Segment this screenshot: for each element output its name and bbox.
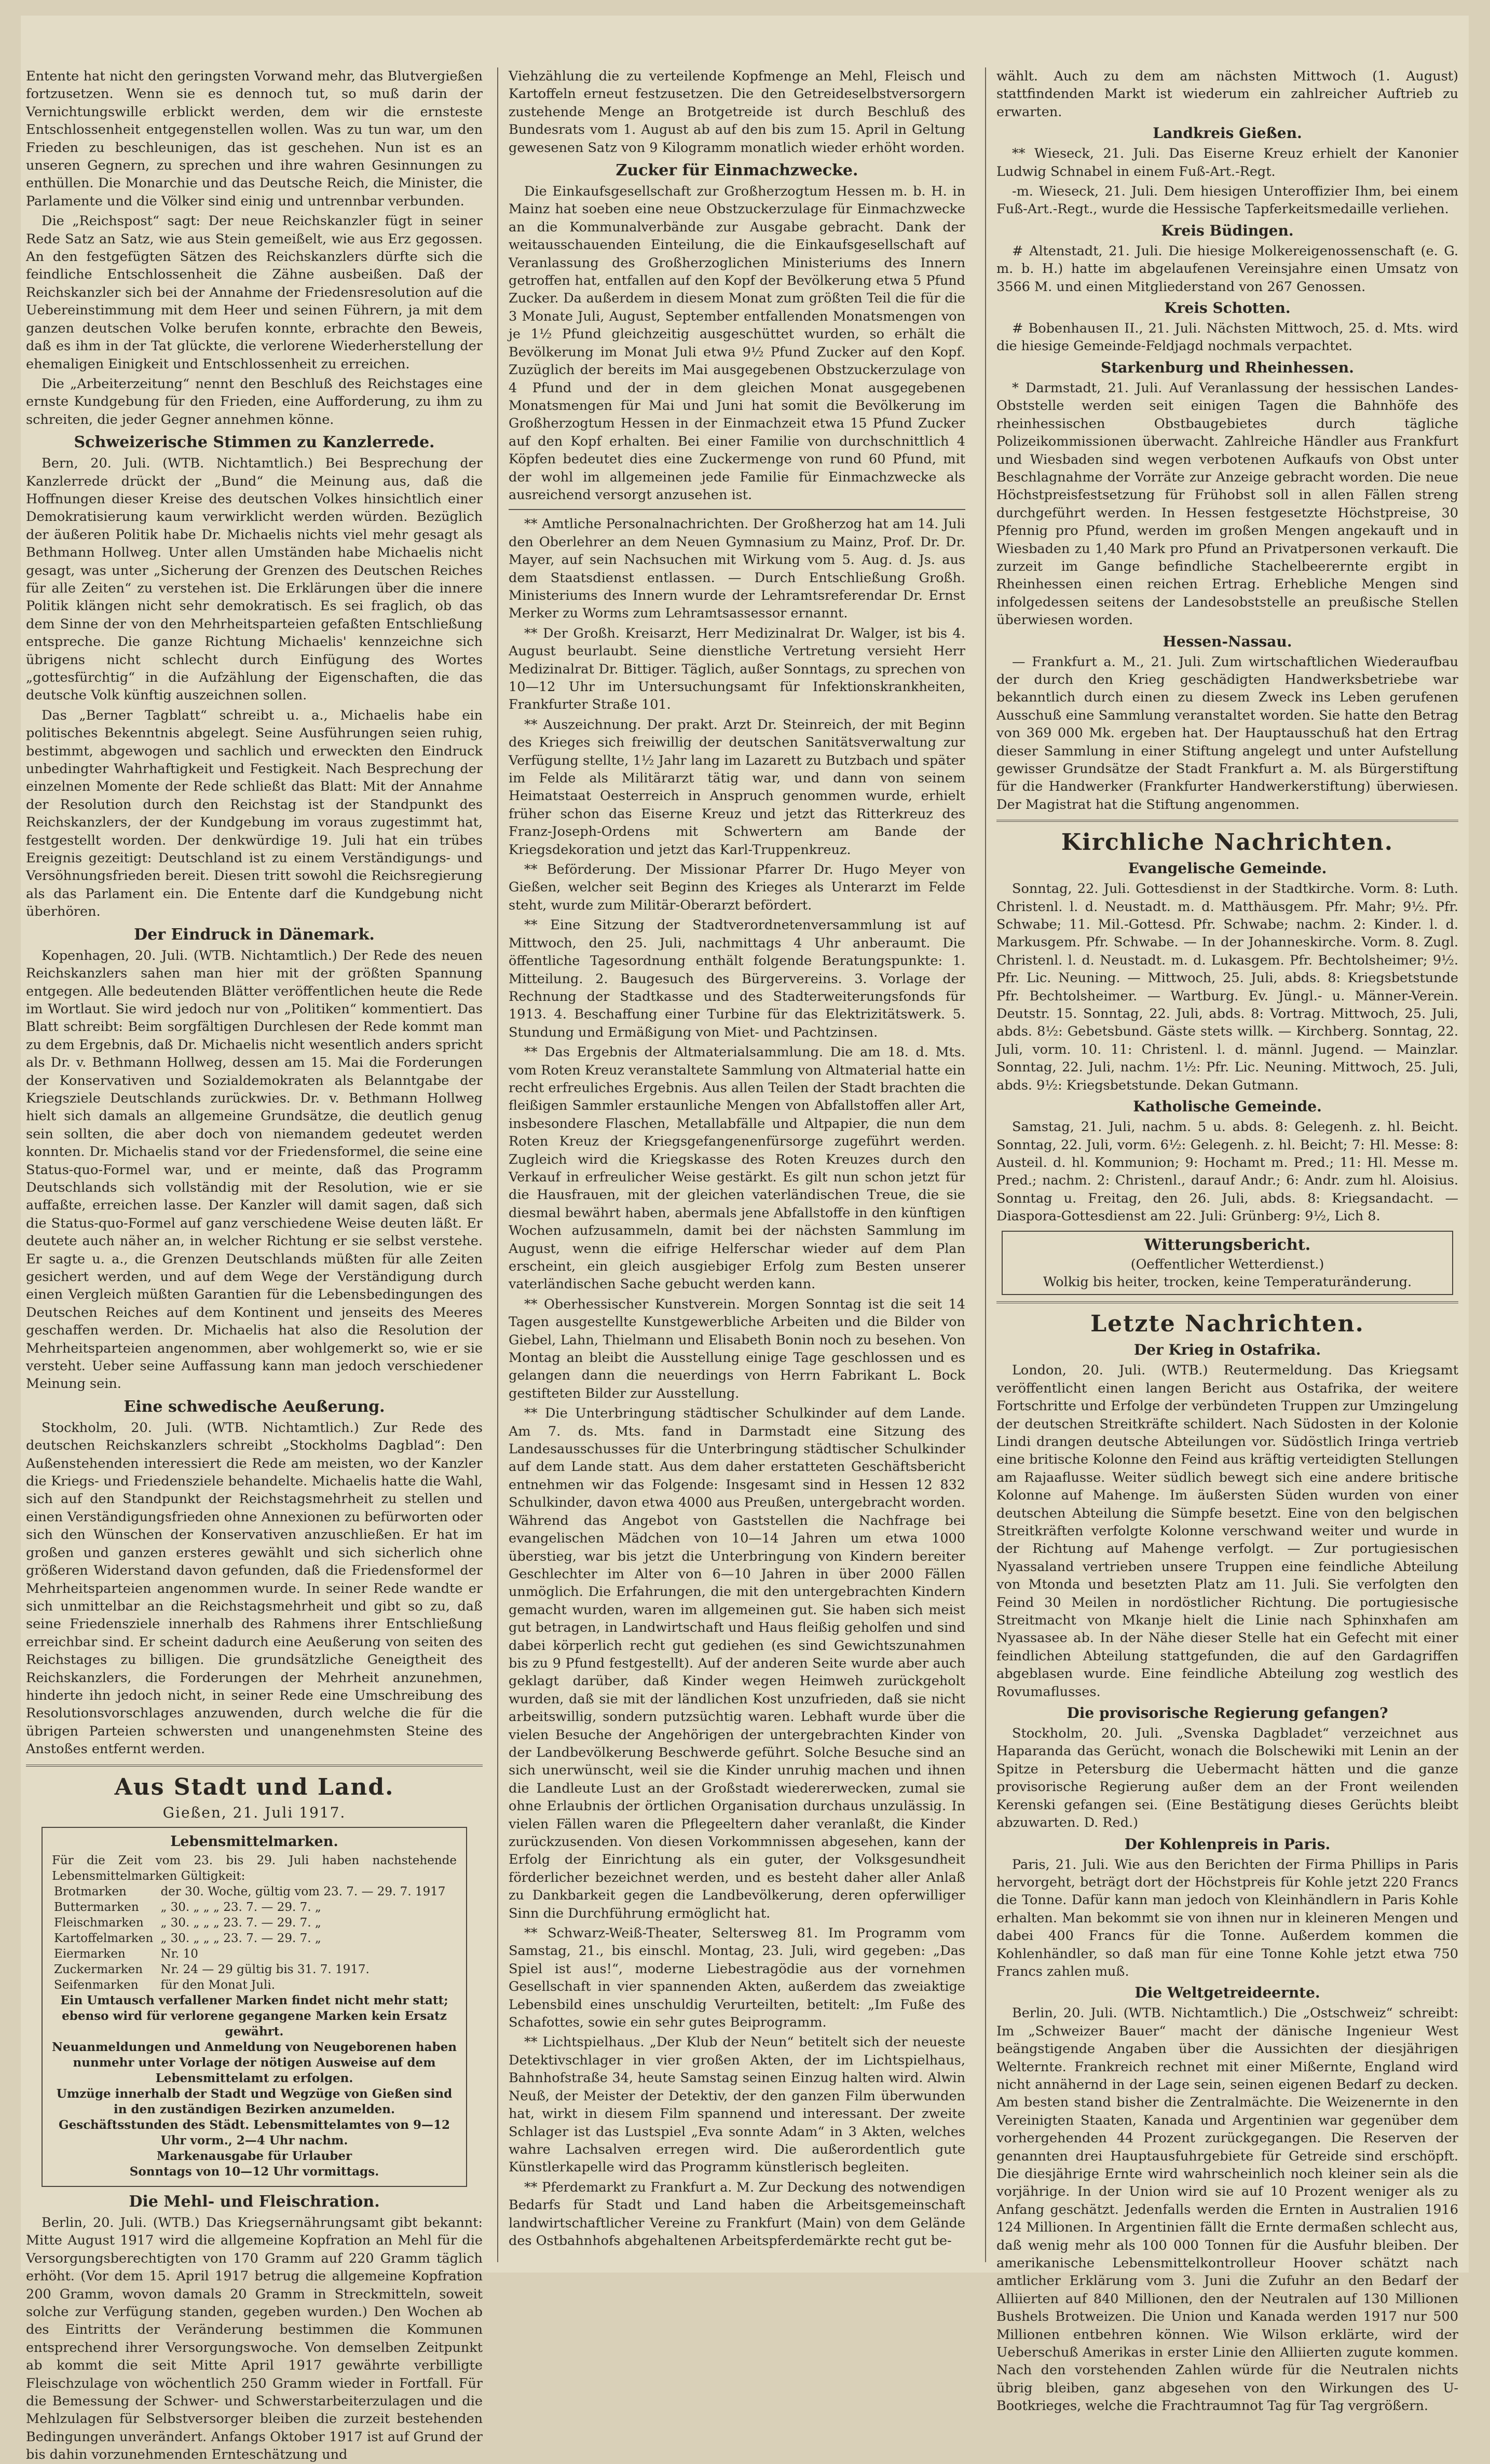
section-heading: Kreis Büdingen. — [1161, 222, 1294, 239]
ration-type: Zuckermarken — [54, 1962, 143, 1976]
section-title: Kirchliche Nachrichten. — [1061, 829, 1394, 856]
section-heading: Eine schwedische Aeußerung. — [124, 1397, 385, 1416]
ration-type: Brotmarken — [54, 1884, 127, 1898]
article-paragraph: Die Einkaufsgesellschaft zur Großherzogtum Hessen m. b. H. in Mainz hat soeben eine neue Obstzuckerzulage für Einmachzwecke an die Kommunalverbände zur Ausgabe gebracht. Dank der weitausschauenden Einteilung, die die Einkaufsgesellschaft auf Veranlassung des Großherzoglichen Ministeriums des Innern getroffen hat, entfallen auf den Kopf der Bevölkerung etwa 5 Pfund Zucker. Da außerdem in diesem Monat zum größten Teil die für die 3 Monate Juli, August, September entfallenden Monatsmengen von je 1½ Pfund gleichzeitig ausgeschüttet wurden, so erhält die Bevölkerung im Monat Juli etwa 9½ Pfund Zucker auf den Kopf. Zuzüglich der bereits im Mai ausgegebenen Obstzuckerzulage von 4 Pfund und der in dem gleichen Monat ausgegebenen Monatsmengen für Mai und Juni hat somit die Bevölkerung im Großherzogtum Hessen in der Einmachzeit etwa 15 Pfund Zucker auf den Kopf erhalten. Bei einer Familie von durchschnittlich 4 Köpfen bedeutet dies eine Zuckermenge von rund 60 Pfund, mit der wohl im allgemeinen jede Familie für Einmachzwecke als ausreichend versorgt anzusehen ist. — [509, 184, 965, 503]
article-paragraph: -m. Wieseck, 21. Juli. Dem hiesigen Unteroffizier Ihm, bei einem Fuß-Art.-Regt., wurde die Hessische Tapferkeitsmedaille verliehen. — [996, 184, 1458, 217]
ration-type: Seifenmarken — [54, 1978, 139, 1992]
section-heading: Die provisorische Regierung gefangen? — [1067, 1704, 1388, 1722]
section-title: Letzte Nachrichten. — [1090, 1311, 1364, 1338]
article-paragraph: Viehzählung die zu verteilende Kopfmenge an Mehl, Fleisch und Kartoffeln erneut festzusetzen. Die den Getreideselbstversorgern zustehende Menge an Brotgetreide ist durch Beschluß des Bundesrats vom 1. August ab auf den bis zum 15. April in Geltung gewesenen Satz von 9 Kilogramm monatlich wieder erhöht worden. — [509, 68, 965, 156]
local-note: ** Auszeichnung. Der prakt. Arzt Dr. Steinreich, der mit Beginn des Krieges sich freiwillig der deutschen Sanitätsverwaltung zur Verfügung stellte, 1½ Jahr lang im Lazarett zu Butzbach und später im Felde als Militärarzt tätig war, und dann von seinem Heimatstaat Oesterreich in Anspruch genommen wurde, erhielt früher schon das Eiserne Kreuz und jetzt das Ritterkreuz des Franz-Joseph-Ordens mit Schwertern am Bande der Kriegsdekoration und jetzt das Karl-Truppenkreuz. — [509, 717, 965, 858]
column-rule — [497, 67, 498, 2262]
article-paragraph: Die „Arbeiterzeitung“ nennt den Beschluß des Reichstages eine ernste Kundgebung für den Frieden, eine Aufforderung, zu ihm zu schreiten, die jeder Gegner annehmen könne. — [26, 376, 483, 428]
box-intro: Für die Zeit vom 23. bis 29. Juli haben nachstehende Lebensmittelmarken Gültigkeit: — [52, 1853, 457, 1883]
table-row — [52, 1946, 457, 1962]
article-paragraph: Stockholm, 20. Juli. „Svenska Dagbladet“ verzeichnet aus Haparanda das Gerücht, wonach die Bolschewiki mit Lenin an der Spitze in Petersburg die Uebermacht hätten und die ganze provisorische Regierung außer dem an der Front weilenden Kerenski gefangen sei. (Eine Bestätigung dieses Gerüchts bleibt abzuwarten. D. Red.) — [996, 1726, 1458, 1831]
ration-validity: Nr. 24 — 29 gültig bis 31. 7. 1917. — [160, 1962, 370, 1976]
article-paragraph: Paris, 21. Juli. Wie aus den Berichten der Firma Phillips in Paris hervorgeht, beträgt dort der Höchstpreis für Kohle jetzt 220 Francs die Tonne. Dafür kann man jedoch von Kleinhändlern in Paris Kohle erhalten. Man bekommt sie von ihnen nur in kleineren Mengen und dabei 400 Francs für die Tonne. Außerdem kommen die Kohlenhändler, so daß man für eine Tonne Kohle jetzt etwa 750 Francs zahlen muß. — [996, 1856, 1458, 1979]
box-note: Markenausgabe für Urlauber — [156, 2149, 352, 2163]
article-paragraph: Entente hat nicht den geringsten Vorwand mehr, das Blutvergießen fortzusetzen. Wenn sie es dennoch tut, so muß darin der Vernichtungswille erblickt werden, dem wir die ernsteste Entschlossenheit entgegenstellen wollen. Was zu tun war, um den Frieden zu beschleunigen, das ist geschehen. Nun ist es an unseren Gegnern, zu sprechen und ihre wahren Gesinnungen zu enthüllen. Die Monarchie und das Deutsche Reich, die Minister, die Parlamente und die Völker sind einig und untrennbar verbunden. — [26, 68, 483, 209]
ration-validity: „ 30. „ „ „ 23. 7. — 29. 7. „ — [160, 1931, 321, 1945]
article-paragraph: ** Wieseck, 21. Juli. Das Eiserne Kreuz erhielt der Kanonier Ludwig Schnabel in einem Fuß-Art.-Regt. — [996, 146, 1458, 180]
local-note: ** Lichtspielhaus. „Der Klub der Neun“ betitelt sich der neueste Detektivschlager in vier großen Akten, der im Lichtspielhaus, Bahnhofstraße 34, heute Samstag seinen Einzug halten wird. Alwin Neuß, der Meister der Detektiv, der den ganzen Film überwunden hat, wirkt in diesem Film spannend und interessant. Der zweite Schlager ist das Lustspiel „Eva sonnte Adam“ in 3 Akten, welches wahre Lachsalven erregen wird. Die außerordentlich gute Künstlerkapelle wird das Programm künstlerisch begleiten. — [509, 2034, 965, 2176]
table-row — [52, 1962, 457, 1977]
local-note: ** Das Ergebnis der Altmaterialsammlung. Die am 18. d. Mts. vom Roten Kreuz veranstaltete Sammlung von Altmaterial hatte ein recht erfreuliches Ergebnis. Aus allen Teilen der Stadt brachten die fleißigen Sammler erstaunliche Mengen von Abfallstoffen aller Art, insbesondere Flaschen, Metallabfälle und Altpapier, die nun dem Roten Kreuz der Kriegsgefangenenfürsorge zugeführt werden. Zugleich wird die Kriegskasse des Roten Kreuzes durch den Verkauf in erfreulicher Weise gestärkt. Es gilt nun schon jetzt für die Hausfrauen, mit der gleichen vaterländischen Treue, die sie diesmal bewährt haben, abermals jene Abfallstoffe in den künftigen Wochen aufzusammeln, damit bei der nächsten Sammlung im August, wenn die eifrige Helferschar wieder auf dem Plan erscheint, ein gleich ausgiebiger Erfolg zum Besten unserer vaterländischen Sache gebucht werden kann. — [509, 1044, 965, 1292]
weather-text: Wolkig bis heiter, trocken, keine Temperaturänderung. — [1043, 1274, 1412, 1290]
article-paragraph: Berlin, 20. Juli. (WTB. Nichtamtlich.) Die „Ostschweiz“ schreibt: Im „Schweizer Bauer“ macht der dänische Ingenieur West beängstigende Angaben über die Aussichten der diesjährigen Welternte. Frankreich rechnet mit einer Mißernte, England wird nicht annähernd in der Lage sein, seinen eigenen Bedarf zu decken. Am besten stand bisher die Zentralmächte. Die Weizenernte in den Vereinigten Staaten, Kanada und Argentinien war gegenüber dem vorhergehenden 44 Prozent zurückgegangen. Die Reserven der genannten drei Hauptausfuhrgebiete für Getreide sind erschöpft. Die diesjährige Ernte wird wahrscheinlich noch kleiner sein als die vorjährige. In der Union wird sie auf 10 Prozent weniger als zu Anfang geschätzt. Jedenfalls werden die Ernten in Australien 1916 124 Millionen. In Argentinien fällt die Ernte dermaßen schlecht aus, daß wenig mehr als 100 000 Tonnen für die Ausfuhr bleiben. Der amerikanische Lebensmittelkontrolleur Hoover schätzt nach amtlicher Erklärung vom 3. Juni die Zufuhr an den Bedarf der Alliierten auf 840 Millionen, den der Neutralen auf 130 Millionen Bushels Brotweizen. Die Union und Kanada werden 1917 nur 500 Millionen entbehren können. Wie Wilson erklärte, wird der Ueberschuß Amerikas in erster Linie den Alliierten zugute kommen. Nach den vorstehenden Zahlen würde für die Neutralen nichts übrig bleiben, ganz abgesehen von den Wirkungen des U-Bootkrieges, welche die Frachtraumnot Tag für Tag vergrößern. — [996, 2005, 1458, 2414]
column-3 — [996, 67, 1458, 2414]
article-paragraph: * Darmstadt, 21. Juli. Auf Veranlassung der hessischen Landes-Obststelle werden seit einigen Tagen die Bahnhöfe des rheinhessischen Obstbaugebietes durch tägliche Polizeikommissionen überwacht. Zahlreiche Händler aus Frankfurt und Wiesbaden sind wegen verbotenen Aufkaufs von Obst unter Beschlagnahme der Vorräte zur Anzeige gebracht worden. Die neue Höchstpreisfestsetzung für Frühobst soll in allen Fällen streng durchgeführt werden. In Hessen festgesetzte Höchstpreise, 30 Pfennig pro Pfund, werden im großen Mengen angekauft und in Wiesbaden zu 1,40 Mark pro Pfund an Privatpersonen verkauft. Die zurzeit im Gange befindliche Stachelbeerernte ergibt in Rheinhessen einen reichen Ertrag. Erhebliche Mengen sind infolgedessen seitens der Landesobststelle an preußische Stellen überwiesen worden. — [996, 380, 1458, 628]
table-row — [52, 1899, 457, 1915]
article-paragraph: wählt. Auch zu dem am nächsten Mittwoch (1. August) stattfindenden Markt ist wiederum ein zahlreicher Auftrieb zu erwarten. — [996, 68, 1458, 120]
ration-type: Eiermarken — [54, 1947, 126, 1961]
section-heading: Landkreis Gießen. — [1153, 125, 1302, 142]
weather-title: Witterungsbericht. — [1144, 1235, 1311, 1254]
ration-validity: Nr. 10 — [160, 1947, 198, 1961]
article-paragraph: Berlin, 20. Juli. (WTB.) Das Kriegsernährungsamt gibt bekannt: Mitte August 1917 wird die allgemeine Kopfration an Mehl für die Versorgungsberechtigten von 170 Gramm auf 220 Gramm täglich erhöht. (Vor dem 15. April 1917 betrug die allgemeine Kopfration 200 Gramm, wovon damals 20 Gramm in Streckmitteln, soweit solche zur Verfügung standen, gegeben wurden.) Den Wochen ab des Eintritts der Veränderung bestimmen die Kommunen entsprechend ihrer Versorgungswoche. Von demselben Zeitpunkt ab kommt die seit Mitte April 1917 gewährte verbilligte Fleischzulage von wöchentlich 250 Gramm wieder in Fortfall. Für die Bemessung der Schwer- und Schwerstarbeiterzulagen und die Mehlzulagen für Selbstversorger bleiben die zurzeit bestehenden Bedingungen unverändert. Anfangs Oktober 1917 ist auf Grund der bis dahin vorzunehmenden Ernteschätzung und — [26, 2214, 483, 2463]
column-2 — [509, 67, 965, 2262]
section-title: Aus Stadt und Land. — [114, 1773, 394, 1800]
section-heading: Die Weltgetreideernte. — [1134, 1984, 1320, 2002]
article-paragraph: # Altenstadt, 21. Juli. Die hiesige Molkereigenossenschaft (e. G. m. b. H.) hatte im abgelaufenen Vereinsjahre einen Umsatz von 3566 M. und einen Mitgliederstand von 267 Genossen. — [996, 243, 1458, 295]
ration-validity: „ 30. „ „ „ 23. 7. — 29. 7. „ — [160, 1916, 321, 1930]
local-note: ** Schwarz-Weiß-Theater, Seltersweg 81. Im Programm vom Samstag, 21., bis einschl. Montag, 23. Juli, wird gegeben: „Das Spiel ist aus!“, moderne Liebestragödie aus der vornehmen Gesellschaft in vier spannenden Akten, außerdem das zweiaktige Lebensbild eines unschuldig Verurteilten, betitelt: „Im Fuße des Schafottes, sowie ein sehr gutes Beiprogramm. — [509, 1925, 965, 2031]
section-heading: Hessen-Nassau. — [1163, 632, 1292, 650]
local-note: ** Pferdemarkt zu Frankfurt a. M. Zur Deckung des notwendigen Bedarfs für Stadt und Land haben die Arbeitsgemeinschaft landwirtschaftlicher Vereine zu Frankfurt (Main) von dem Gelände des Ostbahnhofs abgehaltenen Arbeitspferdemärkte recht gut be- — [509, 2179, 965, 2249]
column-1 — [26, 67, 483, 2463]
table-row — [52, 1977, 457, 1993]
article-paragraph: London, 20. Juli. (WTB.) Reutermeldung. Das Kriegsamt veröffentlicht einen langen Bericht aus Ostafrika, der weitere Fortschritte und Erfolge der verbündeten Truppen zur Umzingelung der deutschen Streitkräfte schildert. Nach Südosten in der Kolonie Lindi drangen deutsche Abteilungen vor. Südöstlich Iringa vertrieb eine britische Kolonne den Feind aus kräftig verteidigten Stellungen am Rajaaflusse. Weiter südlich bewegt sich eine andere britische Kolonne auf Mahenge. Im äußersten Süden wurden von einer deutschen Abteilung die Sümpfe besetzt. Eine von den belgischen Streitkräften verfolgte Kolonne verschwand weiter und wurde in der Richtung auf Mahenge verfolgt. — Zur portugiesischen Nyassaland vertrieben unsere Truppen eine feindliche Abteilung von Mtonda und besetzten Platz am 11. Juli. Sie verfolgten den Feind 30 Meilen in nordöstlicher Richtung. Die portugiesische Streitmacht von Mkanje hielt die Linie nach Sphinxhafen am Nyassasee ab. In der Nähe dieser Stelle hat ein Gefecht mit einer feindlichen Abteilung stattgefunden, die auf den Gardagriffen abgeblasen wurde. Eine feindliche Abteilung zog westlich des Rovumaflusses. — [996, 1362, 1458, 1700]
section-heading: Kreis Schotten. — [1164, 299, 1291, 317]
article-paragraph: Sonntag, 22. Juli. Gottesdienst in der Stadtkirche. Vorm. 8: Luth. Christenl. l. d. Neustadt. m. d. Matthäusgem. Pfr. Mahr; 9½. Pfr. Schwabe; 11. Mil.-Gottesd. Pfr. Schwabe; nachm. 2: Kinder. l. d. Markusgem. Pfr. Schwabe. — In der Johanneskirche. Vorm. 8. Zugl. Christenl. l. d. Neustadt. m. d. Lukasgem. Pfr. Bechtolsheimer; 9½. Pfr. Lic. Neuning. — Mittwoch, 25. Juli, abds. 8: Kriegsbetstunde Pfr. Bechtolsheimer. — Wartburg. Ev. Jüngl.- u. Männer-Verein. Deutstr. 15. Sonntag, 22. Juli, abds. 8: Vortrag. Mittwoch, 25. Juli, abds. 8½: Gebetsbund. Gäste stets willk. — Kirchberg. Sonntag, 22. Juli, vorm. 10. 11: Christenl. l. d. männl. Jugend. — Mainzlar. Sonntag, 22. Juli, nachm. 1½: Pfr. Lic. Neuning. Mittwoch, 25. Juli, abds. 9½: Kriegsbetstunde. Dekan Gutmann. — [996, 881, 1458, 1093]
ration-type: Buttermarken — [54, 1900, 139, 1914]
local-note: ** Amtliche Personalnachrichten. Der Großherzog hat am 14. Juli den Oberlehrer an dem Neuen Gymnasium zu Mainz, Prof. Dr. Dr. Mayer, auf sein Nachsuchen mit Wirkung vom 5. Aug. d. Js. aus dem Staatsdienst entlassen. — Durch Entschließung Großh. Ministeriums des Innern wurde der Lehramtsreferendar Dr. Ernst Merker zu Worms zum Lehramtsassessor ernannt. — [509, 516, 965, 622]
table-row — [52, 1884, 457, 1899]
article-paragraph: Das „Berner Tagblatt“ schreibt u. a., Michaelis habe ein politisches Bekenntnis abgelegt. Seine Ausführungen seien ruhig, bestimmt, abgewogen und sachlich und erweckten den Eindruck unbedingter Wahrhaftigkeit und Festigkeit. Nach Besprechung der einzelnen Momente der Rede schließt das Blatt: Mit der Annahme der Resolution durch den Reichstag ist der Standpunkt des Reichskanzlers, der der Kundgebung im voraus zugestimmt hat, festgestellt worden. Der denkwürdige 19. Juli hat ein trübes Ereignis gezeitigt: Deutschland ist zu einem Verständigungs- und Versöhnungsfrieden bereit. Diesen tritt sowohl die Reichsregierung als das Parlament ein. Die Entente darf die Kundgebung nicht überhören. — [26, 707, 483, 920]
divider — [26, 1765, 483, 1767]
article-paragraph: Die „Reichspost“ sagt: Der neue Reichskanzler fügt in seiner Rede Satz an Satz, wie aus Stein gemeißelt, wie aus Erz gegossen. An den festgefügten Sätzen des Reichskanzlers dürfte sich die feindliche Entschlossenheit die Zähne ausbeißen. Daß der Reichskanzler sich bei der Annahme der Friedensresolution auf die Uebereinstimmung mit dem Heer und seinen Führern, ja mit dem ganzen deutschen Volke berufen konnte, erbrachte den Beweis, daß es ihm in der Tat glückte, die verlorene Wiederherstellung der ehemaligen Einigkeit und Entschlossenheit zu erreichen. — [26, 213, 483, 372]
section-heading: Der Eindruck in Dänemark. — [134, 925, 375, 944]
weather-box — [1002, 1231, 1453, 1296]
local-note: ** Die Unterbringung städtischer Schulkinder auf dem Lande. Am 7. ds. Mts. fand in Darmstadt eine Sitzung des Landesausschusses für die Unterbringung städtischer Schulkinder auf dem Lande statt. Aus dem daher erstatteten Geschäftsbericht entnehmen wir das Folgende: Insgesamt sind in Hessen 12 832 Schulkinder, davon etwa 4000 aus Preußen, untergebracht worden. Während das Angebot von Gaststellen die Nachfrage bei evangelischen Mädchen von 10—14 Jahren um etwa 1000 überstieg, war bis jetzt die Unterbringung von Kindern bereiter Geschlechter im Alter von 6—10 Jahren in über 2000 Fällen unmöglich. Die Erfahrungen, die mit den untergebrachten Kindern gemacht wurden, waren im allgemeinen gut. Sie haben sich meist gut betragen, in Landwirtschaft und Haus fleißig geholfen und sind dabei körperlich recht gut gediehen (es sind Gewichtszunahmen bis zu 9 Pfund festgestellt). Auf der anderen Seite wurde aber auch geklagt darüber, daß Kinder wegen Heimweh zurückgeholt wurden, daß sie mit der ländlichen Kost unzufrieden, daß sie nicht arbeitswillig, sondern putzsüchtig waren. Lebhaft wurde über die vielen Besuche der Angehörigen der untergebrachten Kinder von der Landbevölkerung Beschwerde geführt. Solche Besuche sind an sich unerwünscht, weil sie die Kinder unruhig machen und ihnen die Landleute Lust an der Großstadt wiedererwecken, zumal sie ohne Erlaubnis der örtlichen Organisation durchaus unzulässig. In vielen Fällen waren die Pflegeeltern daher veranlaßt, die Kinder zurückzusenden. Von diesen Vorkommnissen abgesehen, kann der Erfolg der Einrichtung als ein guter, der Volksgesundheit förderlicher bezeichnet werden, und es besteht daher aller Anlaß zu Dankbarkeit gegen die Landbevölkerung, deren opferwilliger Sinn die Durchführung ermöglicht hat. — [509, 1406, 965, 1921]
table-row — [52, 1931, 457, 1946]
box-note: Neuanmeldungen und Anmeldung von Neugeborenen haben nunmehr unter Vorlage der nötigen Ausweise auf dem Lebensmittelamt zu erfolgen. — [52, 2040, 457, 2085]
box-note: Ein Umtausch verfallener Marken findet nicht mehr statt; ebenso wird für verlorene gegangene Marken kein Ersatz gewährt. — [60, 1993, 448, 2039]
section-heading: Schweizerische Stimmen zu Kanzlerrede. — [74, 433, 435, 452]
ration-card-box — [42, 1827, 467, 2187]
section-heading: Starkenburg und Rheinhessen. — [1101, 359, 1354, 376]
local-note: ** Der Großh. Kreisarzt, Herr Medizinalrat Dr. Walger, ist bis 4. August beurlaubt. Seine dienstliche Vertretung versieht Herr Medizinalrat Dr. Bittiger. Täglich, außer Sonntags, zu sprechen von 10—12 Uhr im Untersuchungsamt für Infektionskrankheiten, Frankfurter Straße 101. — [509, 625, 965, 713]
section-heading: Der Kohlenpreis in Paris. — [1124, 1835, 1331, 1853]
dateline: Gießen, 21. Juli 1917. — [162, 1804, 346, 1821]
article-paragraph: Stockholm, 20. Juli. (WTB. Nichtamtlich.) Zur Rede des deutschen Reichskanzlers schreibt „Stockholms Dagblad“: Den Außenstehenden interessiert die Rede am meisten, wo der Kanzler die Kriegs- und Friedensziele behandelte. Michaelis hatte die Wahl, sich auf den Standpunkt der Reichstagsmehrheit zu stellen und einen Verständigungsfrieden ohne Annexionen zu befürworten oder sich den Wünschen der Konservativen anzuschließen. Er hat im großen und ganzen ersteres gewählt und sich sicherlich ohne größeren Widerstand davon gefunden, daß die Friedensformel der Mehrheitsparteien angenommen wurde. In seiner Rede wandte er sich unmittelbar an die Reichstagsmehrheit und gibt so zu, daß seine Friedensziele innerhalb des Rahmens ihrer Entschließung erreichbar sind. Er scheint dadurch eine Aeußerung von seiten des Reichstages zu billigen. Die grundsätzliche Geneigtheit des Reichskanzlers, die Forderungen der Mehrheit anzunehmen, hinderte ihn jedoch nicht, in seiner Rede eine Umschreibung des Resolutionsvorschlages anzuwenden, durch welche die für die übrigen Parteien schwersten und unangenehmsten Steine des Anstoßes entfernt werden. — [26, 1420, 483, 1757]
box-note: Umzüge innerhalb der Stadt und Wegzüge von Gießen sind in den zuständigen Bezirken anzumelden. — [56, 2086, 453, 2116]
ration-type: Fleischmarken — [54, 1916, 144, 1930]
article-paragraph: # Bobenhausen II., 21. Juli. Nächsten Mittwoch, 25. d. Mts. wird die hiesige Gemeinde-Feldjagd nochmals verpachtet. — [996, 321, 1458, 354]
ration-type: Kartoffelmarken — [54, 1931, 154, 1945]
article-paragraph: Samstag, 21. Juli, nachm. 5 u. abds. 8: Gelegenh. z. hl. Beicht. Sonntag, 22. Juli, vorm. 6½: Gelegenh. z. hl. Beicht; 7: Hl. Messe: 8: Austeil. d. hl. Kommunion; 9: Hochamt m. Pred.; 11: Hl. Messe m. Pred.; nachm. 2: Christenl., darauf Andr.; 6: Andr. zum hl. Aloisius. Sonntag u. Freitag, den 26. Juli, abds. 8: Kriegsandacht. — Diaspora-Gottesdienst am 22. Juli: Grünberg: 9½, Lich 8. — [996, 1119, 1458, 1224]
divider — [996, 1301, 1458, 1303]
section-heading: Evangelische Gemeinde. — [1128, 860, 1327, 877]
section-heading: Zucker für Einmachzwecke. — [616, 161, 858, 180]
box-title: Lebensmittelmarken. — [170, 1833, 338, 1850]
article-paragraph: Bern, 20. Juli. (WTB. Nichtamtlich.) Bei Besprechung der Kanzlerrede drückt der „Bund“ die Meinung aus, daß die Hoffnungen dieser Kreise des deutschen Volkes hinsichtlich einer Demokratisierung kaum verwirklicht werden würden. Bezüglich der äußeren Politik habe Dr. Michaelis nichts viel mehr gesagt als Bethmann Hollweg. Unter allen Umständen habe Michaelis nicht gesagt, was unter „Sicherung der Grenzen des Deutschen Reiches für alle Zeiten“ zu verstehen ist. Die Erklärungen über die innere Politik klängen nicht sehr demokratisch. Es sei fraglich, ob das dem Sinne der von den Mehrheitsparteien gefaßten Entschließung entspreche. Die ganze Richtung Michaelis' kennzeichne sich übrigens nicht schlecht durch Einfügung des Wortes „gottesfürchtig“ in die Aufzählung der Eigenschaften, die das deutsche Volk künftig auszeichnen sollen. — [26, 456, 483, 704]
ration-table — [52, 1884, 457, 1993]
article-paragraph: — Frankfurt a. M., 21. Juli. Zum wirtschaftlichen Wiederaufbau der durch den Krieg geschädigten Handwerksbetriebe war bekanntlich durch einen zu diesem Zweck ins Leben gerufenen Ausschuß eine Sammlung veranstaltet worden. Sie hatte den Betrag von 369 000 Mk. ergeben hat. Der Hauptausschuß hat den Ertrag dieser Sammlung in einer Stiftung angelegt und unter Aufstellung gewisser Grundsätze der Stadt Frankfurt a. M. als Bürgerstiftung für die Handwerker (Frankfurter Handwerkerstiftung) überwiesen. Der Magistrat hat die Stiftung angenommen. — [996, 654, 1458, 813]
weather-subtitle: (Oeffentlicher Wetterdienst.) — [1130, 1256, 1324, 1272]
column-rule — [985, 67, 986, 2262]
local-note: ** Eine Sitzung der Stadtverordnetenversammlung ist auf Mittwoch, den 25. Juli, nachmittags 4 Uhr anberaumt. Die öffentliche Tagesordnung enthält folgende Beratungspunkte: 1. Mitteilung. 2. Baugesuch des Bürgervereins. 3. Vorlage der Rechnung der Stadtkasse und des Stadterweiterungsfonds für 1913. 4. Beschaffung einer Turbine für das Elektrizitätswerk. 5. Stundung und Ermäßigung von Miet- und Pachtzinsen. — [509, 917, 965, 1040]
ration-validity: der 30. Woche, gültig vom 23. 7. — 29. 7. 1917 — [160, 1884, 446, 1898]
section-heading: Der Krieg in Ostafrika. — [1133, 1341, 1321, 1359]
divider — [996, 820, 1458, 822]
newspaper-page — [21, 16, 1469, 2463]
table-row — [52, 1915, 457, 1931]
section-heading: Die Mehl- und Fleischration. — [129, 2192, 380, 2211]
divider — [509, 509, 965, 510]
local-note: ** Oberhessischer Kunstverein. Morgen Sonntag ist die seit 14 Tagen ausgestellte Kunstgewerbliche Arbeiten und die Bilder von Giebel, Lahn, Thielmann und Elisabeth Bonin noch zu besehen. Von Montag an bleibt die Ausstellung einige Tage geschlossen und es gelangen dann die neuerdings von Herrn Fabrikant L. Bock gestifteten Bilder zur Ausstellung. — [509, 1296, 965, 1401]
local-note: ** Beförderung. Der Missionar Pfarrer Dr. Hugo Meyer von Gießen, welcher seit Beginn des Krieges als Unterarzt im Felde steht, wurde zum Militär-Oberarzt befördert. — [509, 862, 965, 913]
ration-validity: für den Monat Juli. — [160, 1978, 276, 1992]
box-note: Geschäftsstunden des Städt. Lebensmittelamtes von 9—12 Uhr vorm., 2—4 Uhr nachm. — [58, 2117, 450, 2148]
box-note: Sonntags von 10—12 Uhr vormittags. — [129, 2164, 379, 2179]
ration-validity: „ 30. „ „ „ 23. 7. — 29. 7. „ — [160, 1900, 321, 1914]
article-paragraph: Kopenhagen, 20. Juli. (WTB. Nichtamtlich.) Der Rede des neuen Reichskanzlers sahen man hier mit der größten Spannung entgegen. Alle bedeutenden Blätter veröffentlichen heute die Rede im Wortlaut. Sie wird jedoch nur von „Politiken“ kommentiert. Das Blatt schreibt: Beim sorgfältigen Durchlesen der Rede kommt man zu dem Ergebnis, daß Dr. Michaelis nicht wesentlich anders spricht als Dr. v. Bethmann Hollweg, dessen am 15. Mai die Forderungen der Konservativen und Sozialdemokraten als Belanntgabe der Kriegsziele Deutschlands zurückwies. Dr. v. Bethmann Hollweg hielt sich damals an allgemeine Grundsätze, die deutlich genug sein sollten, die aber doch von niemandem gedeutet werden konnten. Dr. Michaelis stand vor der Friedensformel, die seine eine Status-quo-Formel war, und er meinte, daß das Programm Deutschlands sich vollständig mit der Resolution, wie er sie auffaßte, erreichen lasse. Der Kanzler will damit sagen, daß sich die Status-quo-Formel auf ganz verschiedene Weise deuten läßt. Er deutete auch näher an, in welcher Richtung er sie selbst verstehe. Er sagte u. a., die Grenzen Deutschlands müßten für alle Zeiten gesichert werden, und auf dem Wege der Verständigung durch einen Vergleich müßten Garantien für die Lebensbedingungen des Deutschen Reiches auf dem Kontinent und jenseits des Meeres geschaffen werden. Dr. Michaelis hat also die Resolution der Mehrheitsparteien angenommen, aber wohlgemerkt so, wie er sie versteht. Ueber seine Auffassung kann man jedoch verschiedener Meinung sein. — [26, 947, 483, 1392]
section-heading: Katholische Gemeinde. — [1133, 1098, 1322, 1116]
